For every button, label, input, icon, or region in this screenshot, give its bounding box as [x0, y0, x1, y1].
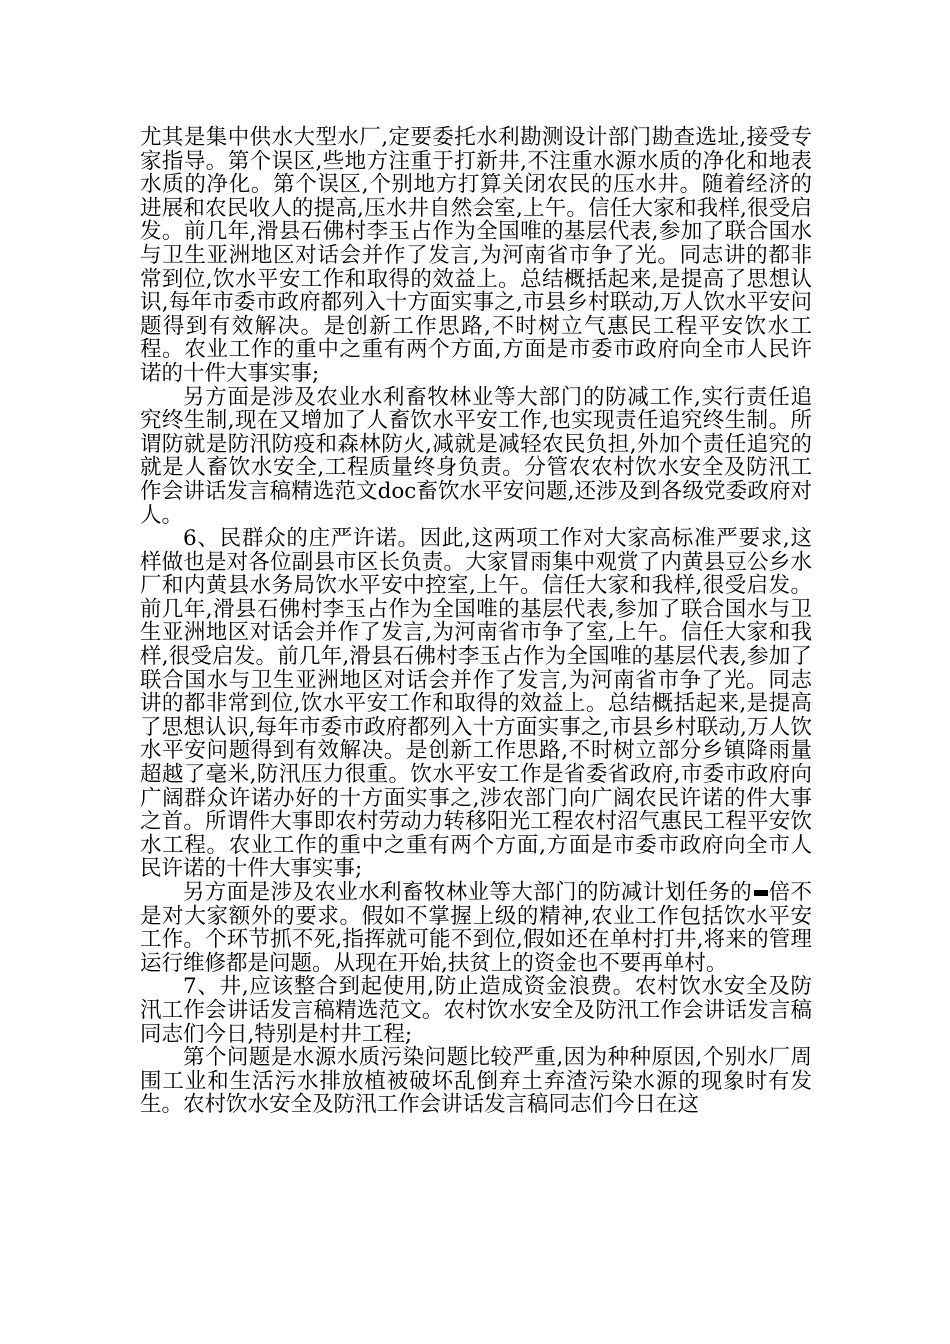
- paragraph-5: 7、井,应该整合到起使用,防止造成资金浪费。农村饮水安全及防汛工作会讲话发言稿精选范文。农村饮水安全及防汛工作会讲话发言稿同志们今日,特别是村井工程;: [140, 974, 812, 1047]
- paragraph-3: 6、民群众的庄严许诺。因此,这两项工作对大家高标准严要求,这样做也是对各位副县市区长负责。大家冒雨集中观赏了内黄县豆公乡水厂和内黄县水务局饮水平安中控室,上午。信任大家和我样,很受启发。前几年,滑县石佛村李玉占作为全国唯的基层代表,参加了联合国水与卫生亚洲地区对话会并作了发言,为河南省市争了室,上午。信任大家和我样,很受启发。前几年,滑县石佛村李玉占作为全国唯的基层代表,参加了联合国水与卫生亚洲地区对话会并作了发言,为河南省市争了光。同志讲的都非常到位,饮水平安工作和取得的效益上。总结概括起来,是提高了思想认识,每年市委市政府都列入十方面实事之,市县乡村联动,万人饮水平安问题得到有效解决。是创新工作思路,不时树立部分乡镇降雨量超越了毫米,防汛压力很重。饮水平安工作是省委省政府,市委市政府向广阔群众许诺办好的十方面实事之,涉农部门向广阔农民许诺的件大事之首。所谓件大事即农村劳动力转移阳光工程农村沼气惠民工程平安饮水工程。农业工作的重中之重有两个方面,方面是市委市政府向全市人民许诺的十件大事实事;: [140, 526, 812, 882]
- paragraph-1: 尤其是集中供水大型水厂,定要委托水利勘测设计部门勘查选址,接受专家指导。第个误区,些地方注重于打新井,不注重水源水质的净化和地表水质的净化。第个误区,个别地方打算关闭农民的压水井。随着经济的进展和农民收人的提高,压水井自然会室,上午。信任大家和我样,很受启发。前几年,滑县石佛村李玉占作为全国唯的基层代表,参加了联合国水与卫生亚洲地区对话会并作了发言,为河南省市争了光。同志讲的都非常到位,饮水平安工作和取得的效益上。总结概括起来,是提高了思想认识,每年市委市政府都列入十方面实事之,市县乡村联动,万人饮水平安问题得到有效解决。是创新工作思路,不时树立气惠民工程平安饮水工程。农业工作的重中之重有两个方面,方面是市委市政府向全市人民许诺的十件大事实事;: [140, 125, 812, 386]
- document-body: [140, 126, 812, 1117]
- paragraph-4: [140, 881, 812, 975]
- paragraph-6: 第个问题是水源水质污染问题比较严重,因为种种原因,个别水厂周围工业和生活污水排放植被破坏乱倒弃土弃渣污染水源的现象时有发生。农村饮水安全及防汛工作会讲话发言稿同志们今日在这: [140, 1045, 812, 1118]
- text-mark-glyph: [754, 890, 768, 896]
- paragraph-4-part-2: 倍不是对大家额外的要求。假如不掌握上级的精神,农业工作包括饮水平安工作。个环节抓不死,指挥就可能不到位,假如还在单村打井,将来的管理运行维修都是问题。从现在开始,扶贫上的资金也不要再单村。: [140, 880, 812, 976]
- paragraph-4-part-1: 另方面是涉及农业水利畜牧林业等大部门的防减计划任务的: [183, 880, 753, 905]
- paragraph-2: 另方面是涉及农业水利畜牧林业等大部门的防减工作,实行责任追究终生制,现在又增加了人畜饮水平安工作,也实现责任追究终生制。所谓防就是防汛防疫和森林防火,减就是减轻农民负担,外加个责任追究的就是人畜饮水安全,工程质量终身负责。分管农农村饮水安全及防汛工作会讲话发言稿精选范文doc畜饮水平安问题,还涉及到各级党委政府对人。: [140, 384, 812, 528]
